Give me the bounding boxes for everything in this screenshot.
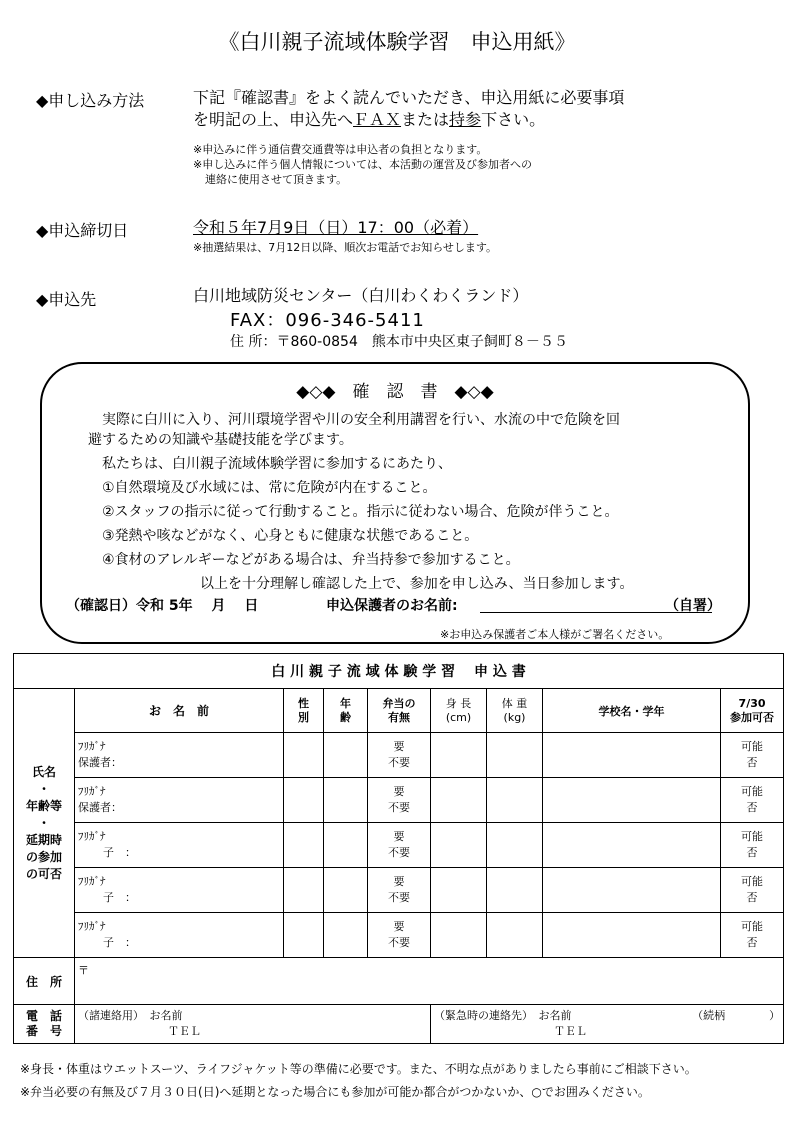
sex-cell[interactable] <box>284 868 324 913</box>
kana-label: ﾌﾘｶﾞﾅ <box>78 875 106 888</box>
header-age: 年 齢 <box>324 689 368 733</box>
availability-cell[interactable]: 可能 否 <box>721 823 784 868</box>
weight-cell[interactable] <box>487 733 543 778</box>
availability-cell[interactable]: 可能 否 <box>721 913 784 958</box>
contact-field-1[interactable] <box>75 1005 431 1044</box>
height-cell[interactable] <box>431 733 487 778</box>
availability-cell[interactable]: 可能 否 <box>721 868 784 913</box>
relation-label: （続柄 ） <box>692 1009 781 1022</box>
role-label: 保護者： <box>78 756 122 769</box>
form-left-label: 氏名 ・ 年齢等 ・ 延期時 の参加 の可否 <box>14 689 75 958</box>
postal-mark: 〒 <box>78 964 89 977</box>
school-cell[interactable] <box>543 913 721 958</box>
header-bento: 弁当の 有無 <box>368 689 431 733</box>
header-weight: 体 重 (kg) <box>487 689 543 733</box>
confirm-p1a: 実際に白川に入り、河川環境学習や川の安全利用講習を行い、水流の中で危険を回 <box>102 412 620 428</box>
age-cell[interactable] <box>324 913 368 958</box>
sign-note: ※お申込み保護者ご本人様がご署名ください。 <box>440 628 670 641</box>
table-row <box>14 913 784 958</box>
weight-cell[interactable] <box>487 778 543 823</box>
destination-address: 住 所：〒860-0854 熊本市中央区東子飼町８－５５ <box>230 334 568 350</box>
table-row <box>14 868 784 913</box>
confirm-p2: 私たちは、白川親子流域体験学習に参加するにあたり、 <box>102 456 452 472</box>
destination-name: 白川地域防災センター（白川わくわくランド） <box>193 286 529 305</box>
sex-cell[interactable] <box>284 823 324 868</box>
method-label: ◆申し込み方法 <box>36 91 145 110</box>
height-cell[interactable] <box>431 823 487 868</box>
name-cell[interactable] <box>75 733 284 778</box>
kana-label: ﾌﾘｶﾞﾅ <box>78 920 106 933</box>
phone-label: 電 話 番 号 <box>14 1005 75 1044</box>
contact-field-2[interactable] <box>431 1005 784 1044</box>
kana-label: ﾌﾘｶﾞﾅ <box>78 740 106 753</box>
height-cell[interactable] <box>431 913 487 958</box>
role-label: 子 ： <box>92 846 136 859</box>
table-row <box>14 823 784 868</box>
height-cell[interactable] <box>431 868 487 913</box>
age-cell[interactable] <box>324 823 368 868</box>
tel2-label: ＴＥＬ <box>554 1025 587 1038</box>
kana-label: ﾌﾘｶﾞﾅ <box>78 785 106 798</box>
contact2-label: （緊急時の連絡先） お名前 <box>434 1009 572 1022</box>
sex-cell[interactable] <box>284 913 324 958</box>
signature-mark: （自署） <box>665 598 721 614</box>
confirm-item-4: ④食材のアレルギーなどがある場合は、弁当持参で参加すること。 <box>102 552 520 568</box>
confirm-p1b: 避するための知識や基礎技能を学びます。 <box>88 432 353 448</box>
method-notes <box>193 142 532 187</box>
age-cell[interactable] <box>324 868 368 913</box>
method-line2-pre: を明記の上、申込先へ <box>193 110 354 129</box>
confirm-closing: 以上を十分理解し確認した上で、参加を申し込み、当日参加します。 <box>200 576 634 592</box>
destination-fax: FAX：096-346-5411 <box>230 310 425 331</box>
method-note-3: 連絡に使用させて頂きます。 <box>205 173 348 186</box>
height-cell[interactable] <box>431 778 487 823</box>
deadline-label: ◆申込締切日 <box>36 221 129 240</box>
method-post: 下さい。 <box>481 110 546 129</box>
page-title: 《白川親子流域体験学習 申込用紙》 <box>218 30 576 54</box>
header-date: 7/30 参加可否 <box>721 689 784 733</box>
footer-note-2: ※弁当必要の有無及び７月３０日(日)へ延期となった場合にも参加が可能か都合がつかないか、○でお囲みください。 <box>20 1085 650 1099</box>
school-cell[interactable] <box>543 733 721 778</box>
destination-label: ◆申込先 <box>36 290 97 309</box>
table-row <box>14 733 784 778</box>
role-label: 保護者： <box>78 801 122 814</box>
bento-cell[interactable]: 要 不要 <box>368 868 431 913</box>
header-school: 学校名・学年 <box>543 689 721 733</box>
method-note-2: ※申し込みに伴う個人情報については、本活動の運営及び参加者への <box>193 158 532 171</box>
header-height: 身 長 (cm) <box>431 689 487 733</box>
application-form <box>13 653 784 1044</box>
sex-cell[interactable] <box>284 778 324 823</box>
role-label: 子 ： <box>92 891 136 904</box>
contact1-label: （諸連絡用） お名前 <box>78 1009 183 1022</box>
weight-cell[interactable] <box>487 868 543 913</box>
confirm-name-label: 申込保護者のお名前: <box>326 598 458 614</box>
deadline-note: ※抽選結果は、7月12日以降、順次お電話でお知らせします。 <box>193 241 498 254</box>
availability-cell[interactable]: 可能 否 <box>721 733 784 778</box>
table-row <box>14 778 784 823</box>
name-cell[interactable] <box>75 778 284 823</box>
role-label: 子 ： <box>92 936 136 949</box>
age-cell[interactable] <box>324 733 368 778</box>
name-cell[interactable] <box>75 823 284 868</box>
method-note-1: ※申込みに伴う通信費交通費等は申込者の負担となります。 <box>193 143 488 156</box>
method-or: または <box>401 110 450 129</box>
method-bring: 持参 <box>449 110 482 129</box>
method-line1: 下記『確認書』をよく読んでいただき、申込用紙に必要事項 <box>193 88 625 107</box>
confirm-date: （確認日）令和 5年 月 日 <box>66 598 259 614</box>
weight-cell[interactable] <box>487 913 543 958</box>
bento-cell[interactable]: 要 不要 <box>368 778 431 823</box>
address-field[interactable] <box>75 958 784 1005</box>
sex-cell[interactable] <box>284 733 324 778</box>
header-name: お 名 前 <box>75 689 284 733</box>
confirm-item-2: ②スタッフの指示に従って行動すること。指示に従わない場合、危険が伴うこと。 <box>102 504 619 520</box>
bento-cell[interactable]: 要 不要 <box>368 733 431 778</box>
weight-cell[interactable] <box>487 823 543 868</box>
name-cell[interactable] <box>75 913 284 958</box>
bento-cell[interactable]: 要 不要 <box>368 823 431 868</box>
confirm-item-1: ①自然環境及び水域には、常に危険が内在すること。 <box>102 480 437 496</box>
method-fax: ＦＡＸ <box>353 110 402 129</box>
form-title: 白 川 親 子 流 域 体 験 学 習 申 込 書 <box>14 654 784 689</box>
age-cell[interactable] <box>324 778 368 823</box>
school-cell[interactable] <box>543 823 721 868</box>
school-cell[interactable] <box>543 868 721 913</box>
confirmation-title: ◆◇◆ 確 認 書 ◆◇◆ <box>296 382 494 402</box>
method-text <box>193 87 624 131</box>
bento-cell[interactable]: 要 不要 <box>368 913 431 958</box>
school-cell[interactable] <box>543 778 721 823</box>
method-line2 <box>193 109 624 131</box>
name-cell[interactable] <box>75 868 284 913</box>
address-label: 住 所 <box>14 958 75 1005</box>
kana-label: ﾌﾘｶﾞﾅ <box>78 830 106 843</box>
tel1-label: ＴＥＬ <box>168 1025 201 1038</box>
confirm-item-3: ③発熱や咳などがなく、心身ともに健康な状態であること。 <box>102 528 479 544</box>
confirmation-body <box>88 410 728 594</box>
footer-note-1: ※身長・体重はウエットスーツ、ライフジャケット等の準備に必要です。また、不明な点がありましたら事前にご相談下さい。 <box>20 1062 697 1076</box>
availability-cell[interactable]: 可能 否 <box>721 778 784 823</box>
header-sex: 性 別 <box>284 689 324 733</box>
deadline-value: 令和５年7月9日（日）17：00（必着） <box>193 218 479 237</box>
